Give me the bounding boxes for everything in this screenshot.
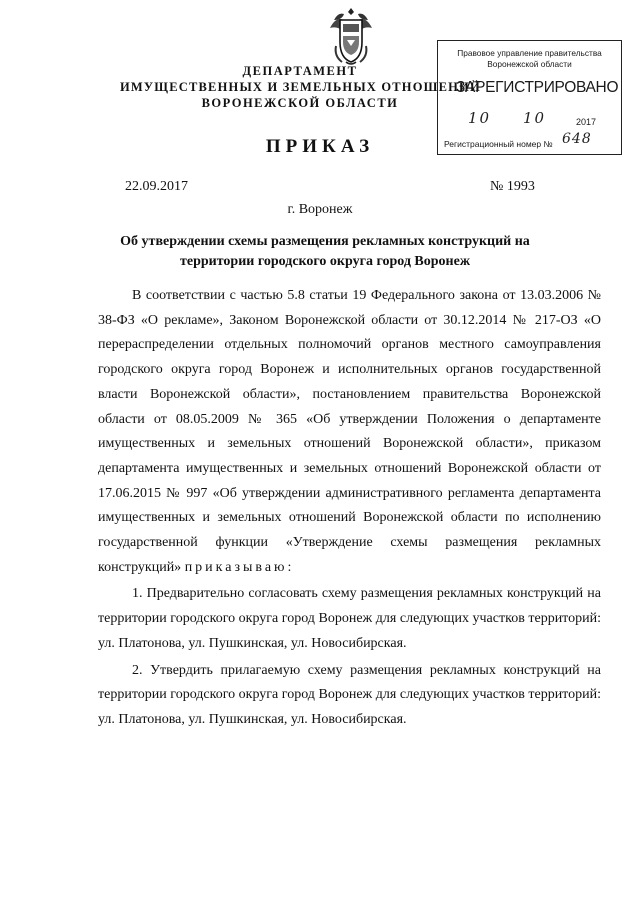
order-number: № 1993	[490, 179, 535, 194]
stamp-month: 10	[523, 109, 547, 127]
department-line-2: ИМУЩЕСТВЕННЫХ И ЗЕМЕЛЬНЫХ ОТНОШЕНИЙ	[120, 80, 481, 94]
department-line-1: ДЕПАРТАМЕНТ	[242, 64, 358, 78]
document-body	[98, 284, 601, 733]
stamp-reg-label: Регистрационный номер №	[444, 139, 553, 149]
stamp-authority-line-2: Воронежской области	[487, 59, 572, 69]
stamp-reg-number: 648	[562, 131, 592, 147]
order-date: 22.09.2017	[125, 179, 188, 194]
item-1: 1. Предварительно согласовать схему размещения рекламных конструкций на территории городского округа город Воронеж для следующих участков территорий: ул. Платонова, ул. Пушкинская, ул. Новосибирская.	[98, 586, 601, 651]
preamble-text: В соответствии с частью 5.8 статьи 19 Федерального закона от 13.03.2006 № 38-ФЗ «О рекламе», Законом Воронежской области от 30.12.2014 № 217-ОЗ «О перераспределении отдельных полномочий органов местного самоуправления городского округа город Воронеж и исполнительных органов государственной власти Воронежской области», постановлением правительства Воронежской области от 08.05.2009 № 365 «Об утверждении Положения о департаменте имущественных и земельных отношений Воронежской области», приказом департамента имущественных и земельных отношений Воронежской области от 17.06.2015 № 997 «Об утверждении административного регламента департамента имущественных и земельных отношений Воронежской области по исполнению государственной функции «Утверждение схемы размещения рекламных конструкций»	[98, 288, 601, 575]
preamble-paragraph	[98, 284, 601, 580]
stamp-registered-label: ЗАРЕГИСТРИРОВАНО	[456, 79, 619, 96]
item-2: 2. Утвердить прилагаемую схему размещения рекламных конструкций на территории городского округа город Воронеж для следующих участков территорий: ул. Платонова, ул. Пушкинская, ул. Новосибирская.	[98, 662, 601, 727]
department-name	[120, 63, 481, 111]
order-city: г. Воронеж	[287, 202, 353, 217]
stamp-year: 2017	[576, 117, 597, 127]
department-line-3: ВОРОНЕЖСКОЙ ОБЛАСТИ	[201, 96, 399, 110]
stamp-authority-line-1: Правовое управление правительства	[457, 48, 602, 58]
stamp-day: 10	[468, 109, 492, 127]
document-title: ПРИКАЗ	[265, 136, 375, 157]
decree-word: приказываю:	[184, 559, 295, 575]
order-subject: Об утверждении схемы размещения рекламных конструкций на территории городского округа город Воронеж	[120, 234, 530, 269]
coat-of-arms-icon	[326, 6, 376, 68]
